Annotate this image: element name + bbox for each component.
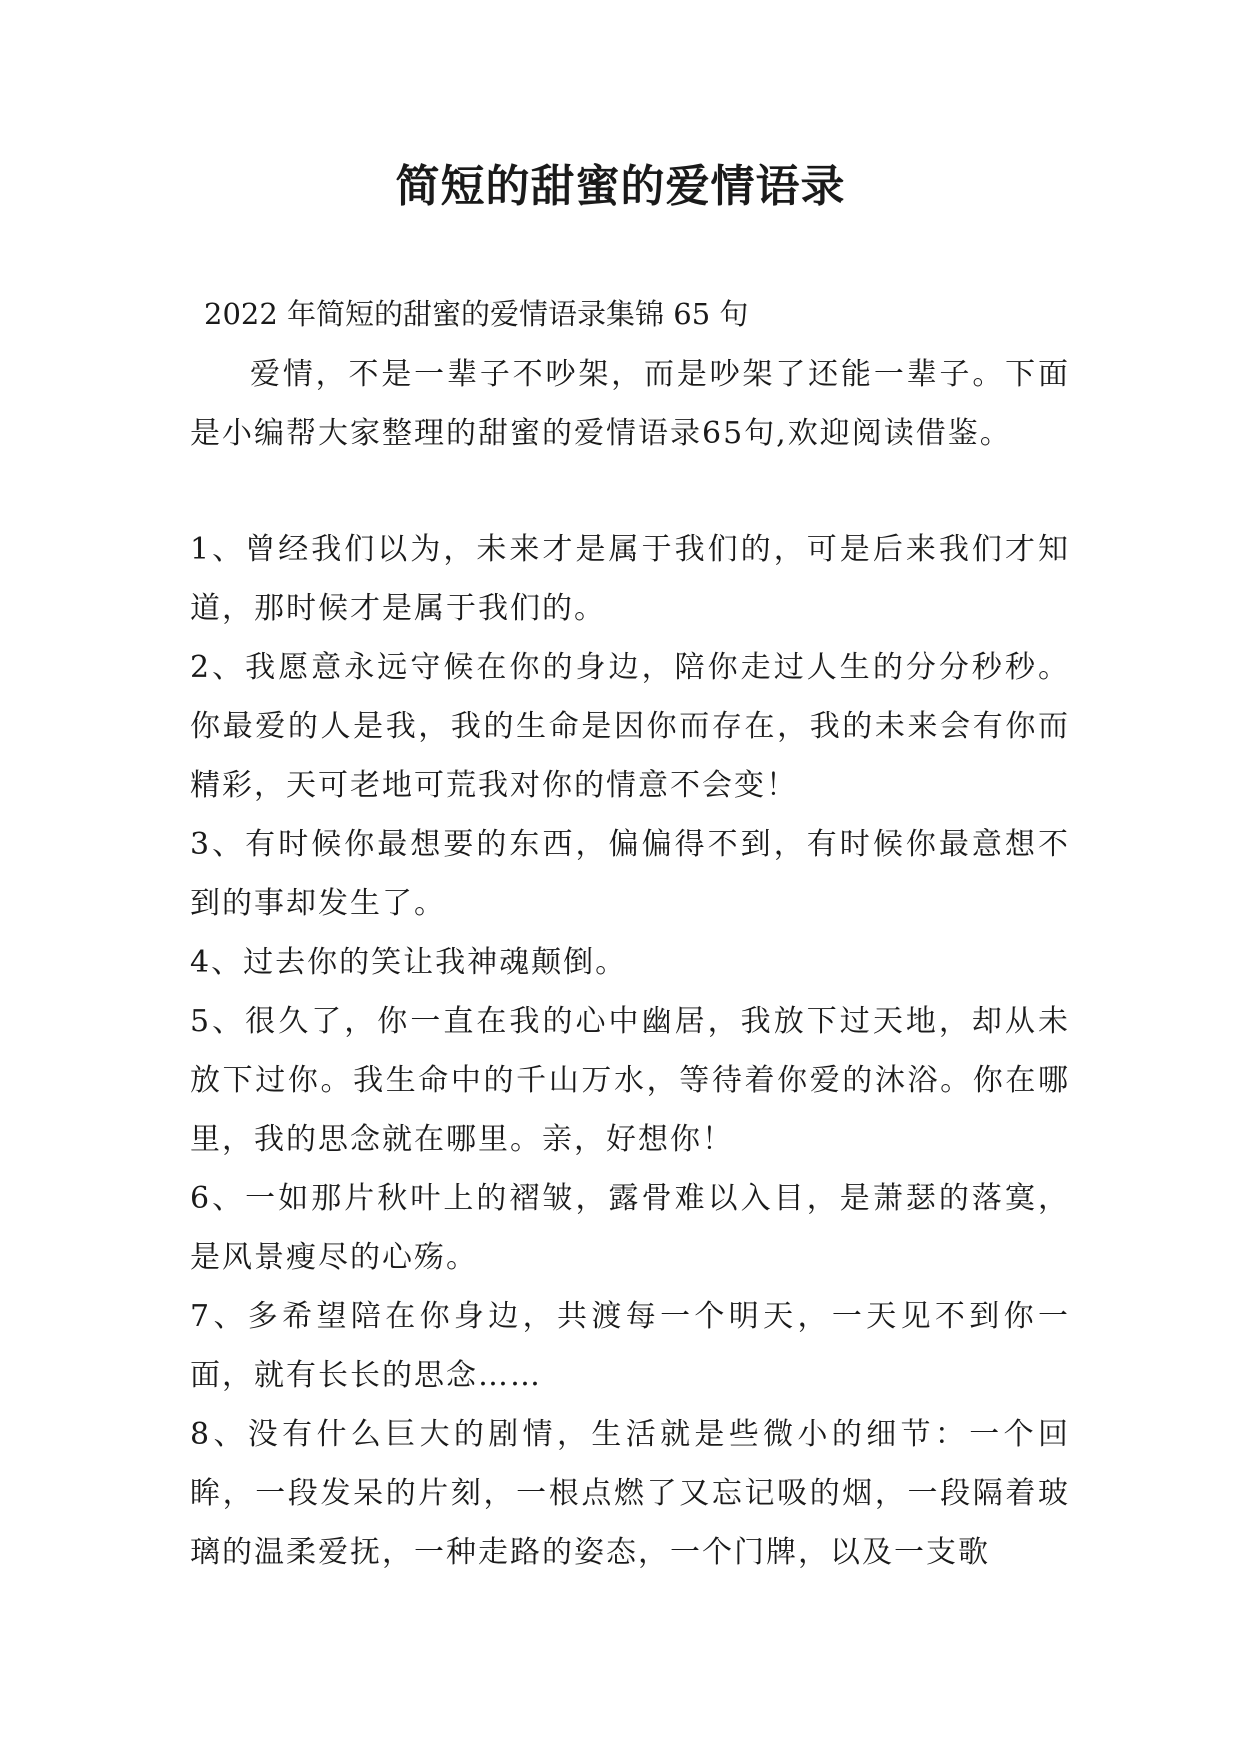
quote-item-6: 6、一如那片秋叶上的褶皱，露骨难以入目，是萧瑟的落寞，是风景瘦尽的心殇。 <box>190 1181 1070 1275</box>
quote-item-1: 1、曾经我们以为，未来才是属于我们的，可是后来我们才知道，那时候才是属于我们的。 <box>190 532 1070 626</box>
quote-item-2: 2、我愿意永远守候在你的身边，陪你走过人生的分分秒秒。你最爱的人是我，我的生命是因你而存在，我的未来会有你而精彩，天可老地可荒我对你的情意不会变！ <box>190 650 1070 803</box>
quote-item-5: 5、很久了，你一直在我的心中幽居，我放下过天地，却从未放下过你。我生命中的千山万水，等待着你爱的沐浴。你在哪里，我的思念就在哪里。亲，好想你！ <box>190 1004 1070 1157</box>
document-subtitle: 2022 年简短的甜蜜的爱情语录集锦 65 句 <box>204 297 749 331</box>
quote-item-3: 3、有时候你最想要的东西，偏偏得不到，有时候你最意想不到的事却发生了。 <box>190 827 1070 921</box>
quote-item-7: 7、多希望陪在你身边，共渡每一个明天，一天见不到你一面，就有长长的思念…… <box>190 1299 1070 1393</box>
quote-item-8: 8、没有什么巨大的剧情，生活就是些微小的细节：一个回眸，一段发呆的片刻，一根点燃了又忘记吸的烟，一段隔着玻璃的温柔爱抚，一种走路的姿态，一个门牌，以及一支歌 <box>190 1417 1070 1570</box>
quote-list <box>190 520 1070 1582</box>
document-title: 简短的甜蜜的爱情语录 <box>395 161 846 212</box>
quote-item-4: 4、过去你的笑让我神魂颠倒。 <box>190 945 628 980</box>
intro-paragraph: 爱情，不是一辈子不吵架，而是吵架了还能一辈子。下面是小编帮大家整理的甜蜜的爱情语录65句,欢迎阅读借鉴。 <box>190 357 1070 451</box>
